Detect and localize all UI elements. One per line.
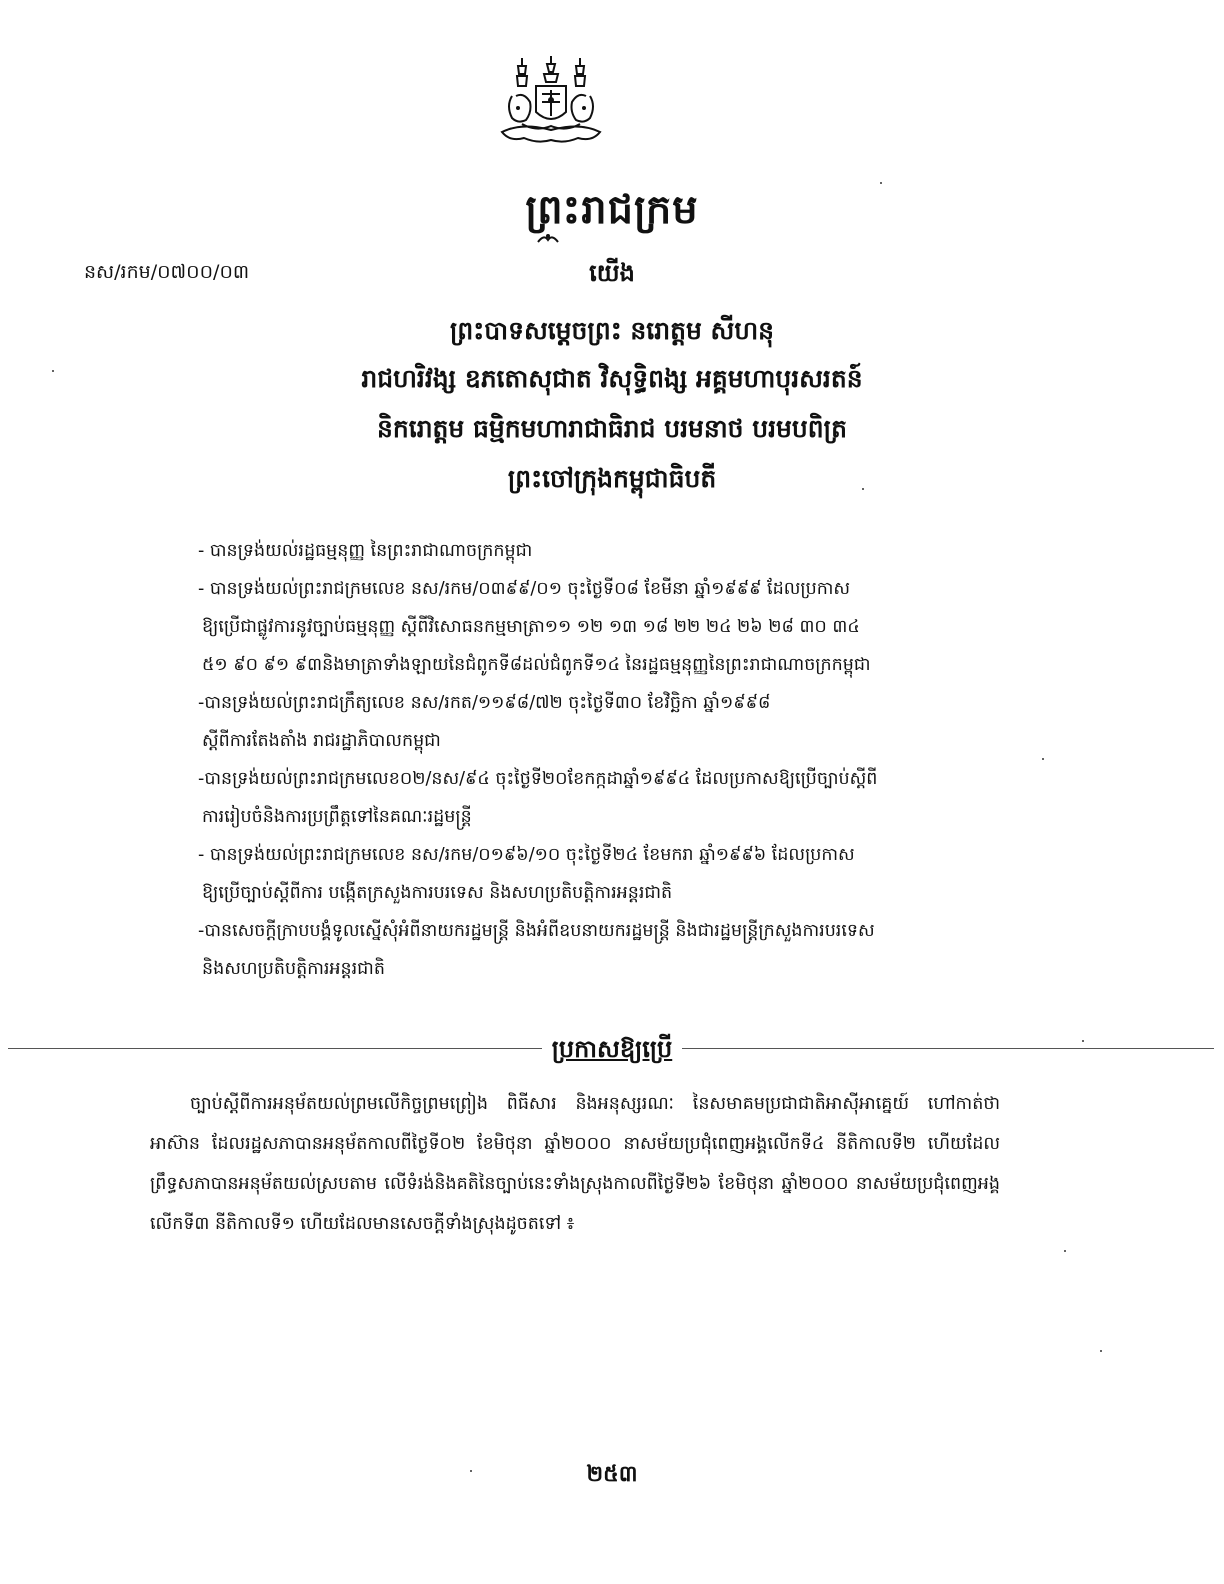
- consideration-continuation: ឱ្យប្រើច្បាប់ស្តីពីការ បង្កើតក្រសួងការបរទេស និងសហប្រតិបត្តិការអន្តរជាតិ: [202, 883, 673, 903]
- king-title-line-3: និករោត្តម ធម្មិកមហារាជាធិរាជ បរមនាថ បរមបពិត្រ: [377, 414, 847, 443]
- consideration-continuation: ឱ្យប្រើជាផ្លូវការនូវច្បាប់ធម្មនុញ្ញ ស្តីពីវិសោធនកម្មមាត្រា១១ ១២ ១៣ ១៨ ២២ ២៤ ២៦ ២៨ ៣០ ៣៤: [202, 617, 860, 637]
- consideration-item: [198, 836, 998, 912]
- consideration-continuation: និងសហប្រតិបត្តិការអន្តរជាតិ: [202, 959, 385, 979]
- king-title-line-2: រាជហរិវង្ស ឧភតោសុជាត វិសុទ្ធិពង្ស អគ្គមហាបុរសរតន៍: [361, 364, 863, 393]
- consideration-text: -បានទ្រង់យល់ព្រះរាជក្រឹត្យលេខ នស/រកត/១១៩៨/៧២ ចុះថ្ងៃទី៣០ ខែវិច្ឆិកា ឆ្នាំ១៩៩៨: [198, 693, 771, 713]
- king-title-line-4: ព្រះចៅក្រុងកម្ពុជាធិបតី: [507, 464, 717, 493]
- scan-speck: [52, 370, 54, 372]
- scan-speck: [862, 488, 864, 490]
- consideration-text: - បានទ្រង់យល់ព្រះរាជក្រមលេខ នស/រកម/០១៩៦/១០ ចុះថ្ងៃទី២៤ ខែមករា ឆ្នាំ១៩៩៦ ដែលប្រកាស: [198, 845, 855, 865]
- scan-speck: [1082, 1040, 1084, 1042]
- consideration-text: -បានទ្រង់យល់ព្រះរាជក្រមលេខ០២/នស/៩៤ ចុះថ្ងៃទី២០ខែកក្កដាឆ្នាំ១៩៩៤ ដែលប្រកាសឱ្យប្រើច្បាប់ស្តីពី: [198, 769, 878, 789]
- scan-speck: [470, 1470, 472, 1472]
- scan-speck: [1100, 1350, 1102, 1352]
- scan-speck: [1064, 1250, 1066, 1252]
- considerations-list: [198, 532, 998, 988]
- heading-we: យើង: [589, 259, 635, 287]
- consideration-item: [198, 760, 998, 836]
- consideration-text: - បានទ្រង់យល់ព្រះរាជក្រមលេខ នស/រកម/០៣៩៩/០១ ចុះថ្ងៃទី០៨ ខែមីនា ឆ្នាំ១៩៩៩ ដែលប្រកាស: [198, 579, 851, 599]
- promulgation-heading-text: ប្រកាសឱ្យប្រើ: [542, 1035, 682, 1063]
- reference-number: នស/រកម/០៧០០/០៣: [84, 261, 250, 283]
- document-title: ព្រះរាជក្រម: [525, 187, 699, 233]
- page-number: ២៥៣: [586, 1462, 638, 1487]
- scan-speck: [1042, 758, 1044, 760]
- consideration-continuation: ស្តីពីការតែងតាំង រាជរដ្ឋាភិបាលកម្ពុជា: [202, 731, 441, 751]
- consideration-continuation: ការរៀបចំនិងការប្រព្រឹត្តទៅនៃគណៈរដ្ឋមន្ត្រី: [202, 807, 472, 827]
- body-paragraph: ច្បាប់ស្តីពីការអនុម័តយល់ព្រមលើកិច្ចព្រមព្រៀង ពិធីសារ និងអនុស្សរណៈ នៃសមាគមប្រជាជាតិអាស៊ីអាគ្នេយ៍ ហៅកាត់ថា អាស៊ាន ដែលរដ្ឋសភាបានអនុម័តកាលពីថ្ងៃទី០២ ខែមិថុនា ឆ្នាំ២០០០ នាសម័យប្រជុំពេញអង្គលើកទី៤ នីតិកាលទី២ ហើយដែលព្រឹទ្ធសភាបានអនុម័តយល់ស្របតាម លើទំរង់និងគតិនៃច្បាប់នេះទាំងស្រុងកាលពីថ្ងៃទី២៦ ខែមិថុនា ឆ្នាំ២០០០ នាសម័យប្រជុំពេញអង្គលើកទី៣ នីតិកាលទី១ ហើយដែលមានសេចក្តីទាំងស្រុងដូចតទៅ ៖: [150, 1094, 1000, 1234]
- consideration-item: [198, 532, 998, 570]
- consideration-continuation: ៥១ ៩០ ៩១ ៩៣និងមាត្រាទាំងឡាយនៃជំពូកទី៨ដល់ជំពូកទី១៤ នៃរដ្ឋធម្មនុញ្ញនៃព្រះរាជាណាចក្រកម្ពុជា: [202, 655, 871, 675]
- consideration-item: [198, 570, 998, 684]
- royal-coat-of-arms-icon: [492, 52, 610, 152]
- scan-speck: [880, 182, 882, 184]
- title-ornament-icon: [536, 232, 560, 246]
- consideration-item: [198, 912, 998, 988]
- consideration-text: - បានទ្រង់យល់រដ្ឋធម្មនុញ្ញ នៃព្រះរាជាណាចក្រកម្ពុជា: [198, 541, 533, 561]
- consideration-text: -បានសេចក្តីក្រាបបង្គំទូលស្នើសុំអំពីនាយករដ្ឋមន្ត្រី និងអំពីឧបនាយករដ្ឋមន្ត្រី និងជារដ្ឋមន្ត្រីក្រសួងការបរទេស: [198, 921, 875, 941]
- king-title-line-1: ព្រះបាទសម្តេចព្រះ នរោត្តម សីហនុ: [449, 316, 775, 345]
- promulgation-heading: [0, 1034, 1224, 1069]
- consideration-item: [198, 684, 998, 760]
